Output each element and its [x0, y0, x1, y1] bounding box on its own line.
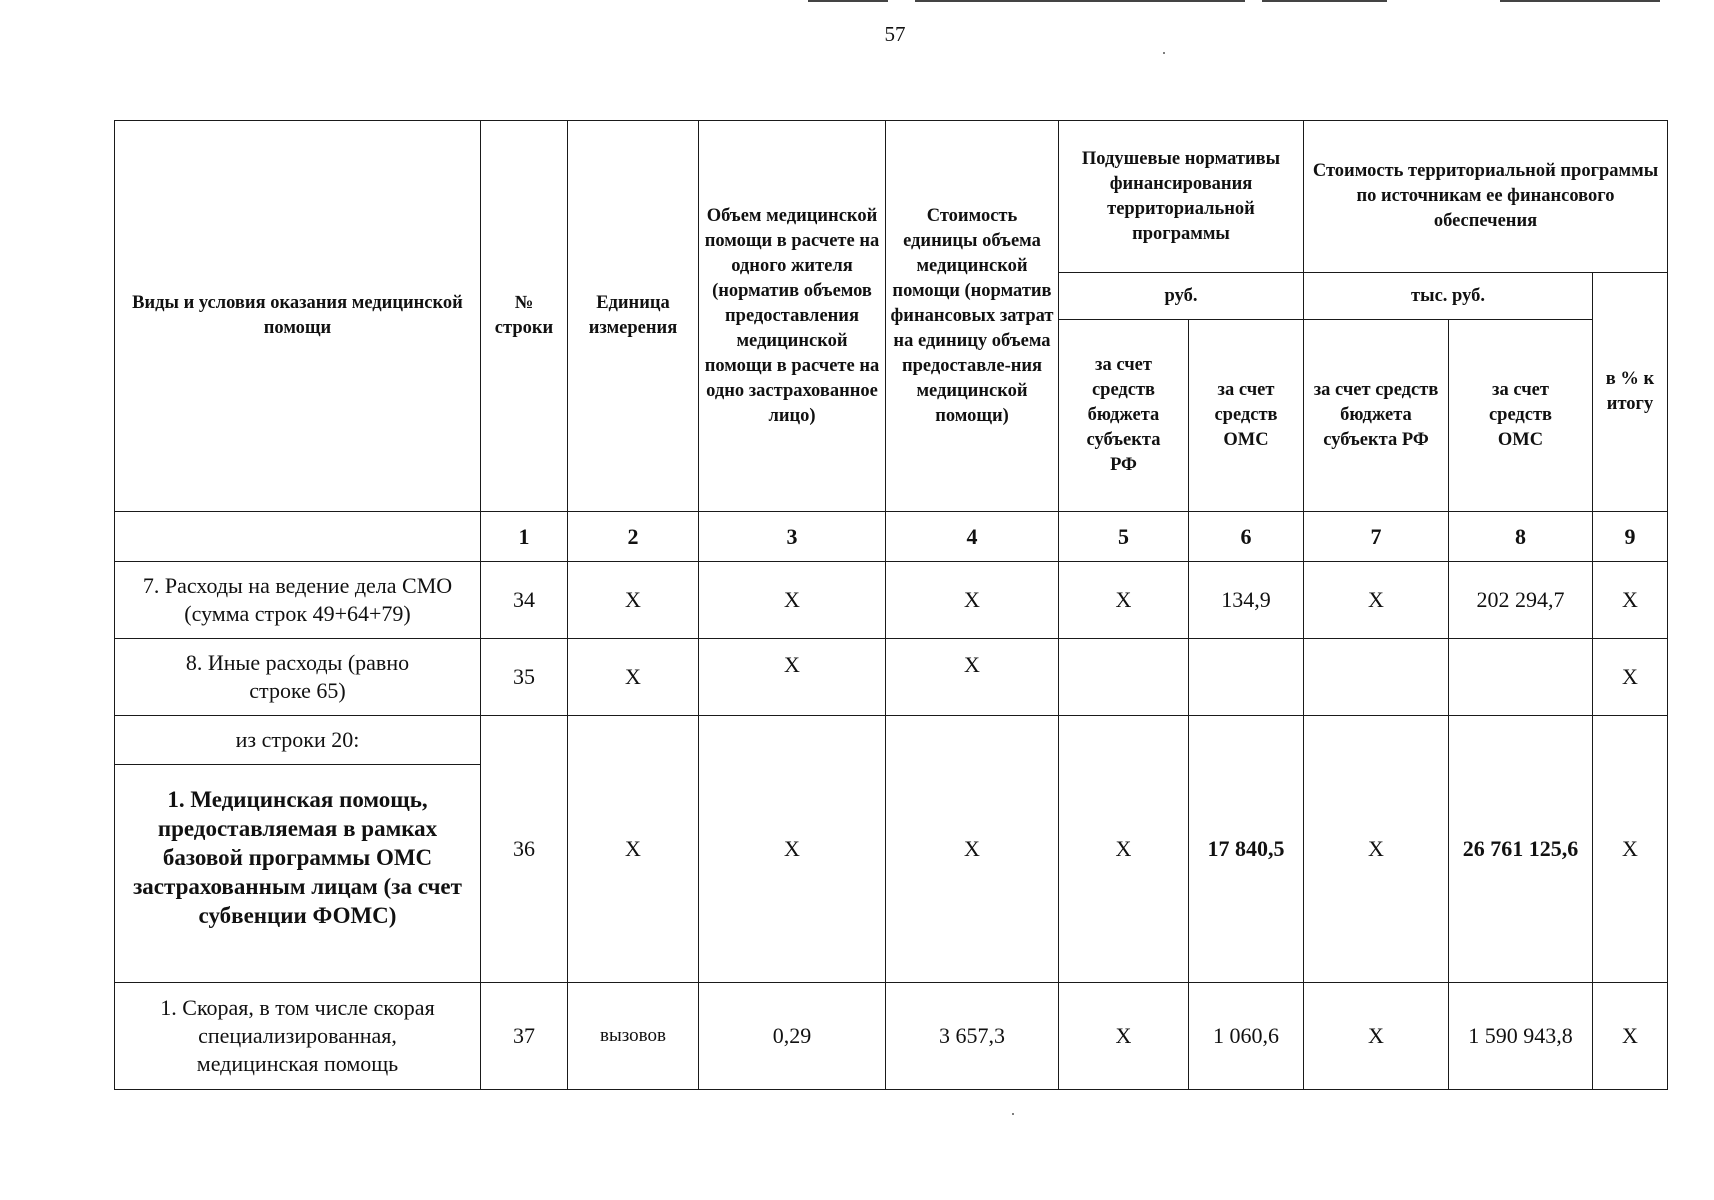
- row-budget-rub: Х: [1059, 716, 1189, 983]
- financing-table: [114, 120, 1668, 1090]
- section-title: 1. Медицинская помощь, предоставляемая в рамках базовой программы ОМС застрахованным лицам (за счет субвенции ФОМС): [115, 765, 481, 983]
- header-row-no: № строки: [481, 121, 568, 512]
- column-number: 4: [886, 512, 1059, 562]
- row-oms-rub: 1 060,6: [1189, 983, 1304, 1090]
- row-label: 7. Расходы на ведение дела СМО (сумма строк 49+64+79): [115, 562, 481, 639]
- header-unit-thousand-rub: тыс. руб.: [1304, 273, 1593, 320]
- row-cost: Х: [886, 716, 1059, 983]
- row-number: 37: [481, 983, 568, 1090]
- column-number: 9: [1593, 512, 1668, 562]
- column-number: 8: [1449, 512, 1593, 562]
- subheader-label: из строки 20:: [115, 716, 481, 765]
- row-budget-thousand: [1304, 639, 1449, 716]
- row-oms-rub: 17 840,5: [1189, 716, 1304, 983]
- row-budget-thousand: Х: [1304, 562, 1449, 639]
- row-label: 1. Скорая, в том числе скорая специализированная, медицинская помощь: [115, 983, 481, 1090]
- header-budget-rub: за счет средств бюджета субъекта РФ: [1059, 320, 1189, 512]
- row-budget-thousand: Х: [1304, 983, 1449, 1090]
- row-cost: Х: [886, 562, 1059, 639]
- row-number: 36: [481, 716, 568, 983]
- scan-edge-line: [915, 0, 1245, 2]
- row-budget-rub: Х: [1059, 983, 1189, 1090]
- column-number: 1: [481, 512, 568, 562]
- scan-speck: [1012, 1113, 1014, 1115]
- header-budget-thousand: за счет средств бюджета субъекта РФ: [1304, 320, 1449, 512]
- row-oms-thousand: [1449, 639, 1593, 716]
- row-unit: Х: [568, 639, 699, 716]
- row-volume: 0,29: [699, 983, 886, 1090]
- table-row: [115, 716, 1668, 765]
- table-row: [115, 562, 1668, 639]
- row-number: 34: [481, 562, 568, 639]
- row-budget-rub: Х: [1059, 562, 1189, 639]
- header-oms-thousand: за счет средств ОМС: [1449, 320, 1593, 512]
- page-number: 57: [884, 22, 906, 46]
- header-unit-rub: руб.: [1059, 273, 1304, 320]
- row-unit: вызовов: [568, 983, 699, 1090]
- row-oms-rub: [1189, 639, 1304, 716]
- row-oms-thousand: 1 590 943,8: [1449, 983, 1593, 1090]
- row-percent: Х: [1593, 562, 1668, 639]
- column-number: 5: [1059, 512, 1189, 562]
- row-unit: Х: [568, 716, 699, 983]
- row-volume: Х: [699, 639, 886, 716]
- row-volume: Х: [699, 716, 886, 983]
- scan-edge-line: [808, 0, 888, 2]
- row-percent: Х: [1593, 983, 1668, 1090]
- row-oms-rub: 134,9: [1189, 562, 1304, 639]
- row-oms-thousand: 202 294,7: [1449, 562, 1593, 639]
- scan-speck: [1163, 52, 1165, 54]
- row-volume: Х: [699, 562, 886, 639]
- row-cost: Х: [886, 639, 1059, 716]
- column-number-row: [115, 512, 1668, 562]
- header-cost-program-group: Стоимость территориальной программы по источникам ее финансового обеспечения: [1304, 121, 1668, 273]
- header-volume: Объем медицинской помощи в расчете на одного жителя (норматив объемов предоставления медицинской помощи в расчете на одно застрахованное лицо): [699, 121, 886, 512]
- header-per-capita-group: Подушевые нормативы финансирования территориальной программы: [1059, 121, 1304, 273]
- row-percent: Х: [1593, 716, 1668, 983]
- header-percent: в % к итогу: [1593, 273, 1668, 512]
- column-number: 6: [1189, 512, 1304, 562]
- table-row: [115, 639, 1668, 716]
- header-type: Виды и условия оказания медицинской помощи: [115, 121, 481, 512]
- column-number-blank: [115, 512, 481, 562]
- header-unit: Единица измерения: [568, 121, 699, 512]
- column-number: 7: [1304, 512, 1449, 562]
- header-cost: Стоимость единицы объема медицинской помощи (норматив финансовых затрат на единицу объема предоставле-ния медицинской помощи): [886, 121, 1059, 512]
- row-number: 35: [481, 639, 568, 716]
- table-row: [115, 983, 1668, 1090]
- row-budget-thousand: Х: [1304, 716, 1449, 983]
- row-label: 8. Иные расходы (равно строке 65): [115, 639, 481, 716]
- column-number: 2: [568, 512, 699, 562]
- row-percent: Х: [1593, 639, 1668, 716]
- scan-edge-line: [1500, 0, 1660, 2]
- scan-edge-line: [1262, 0, 1387, 2]
- row-budget-rub: [1059, 639, 1189, 716]
- row-oms-thousand: 26 761 125,6: [1449, 716, 1593, 983]
- row-cost: 3 657,3: [886, 983, 1059, 1090]
- row-unit: Х: [568, 562, 699, 639]
- header-oms-rub: за счет средств ОМС: [1189, 320, 1304, 512]
- column-number: 3: [699, 512, 886, 562]
